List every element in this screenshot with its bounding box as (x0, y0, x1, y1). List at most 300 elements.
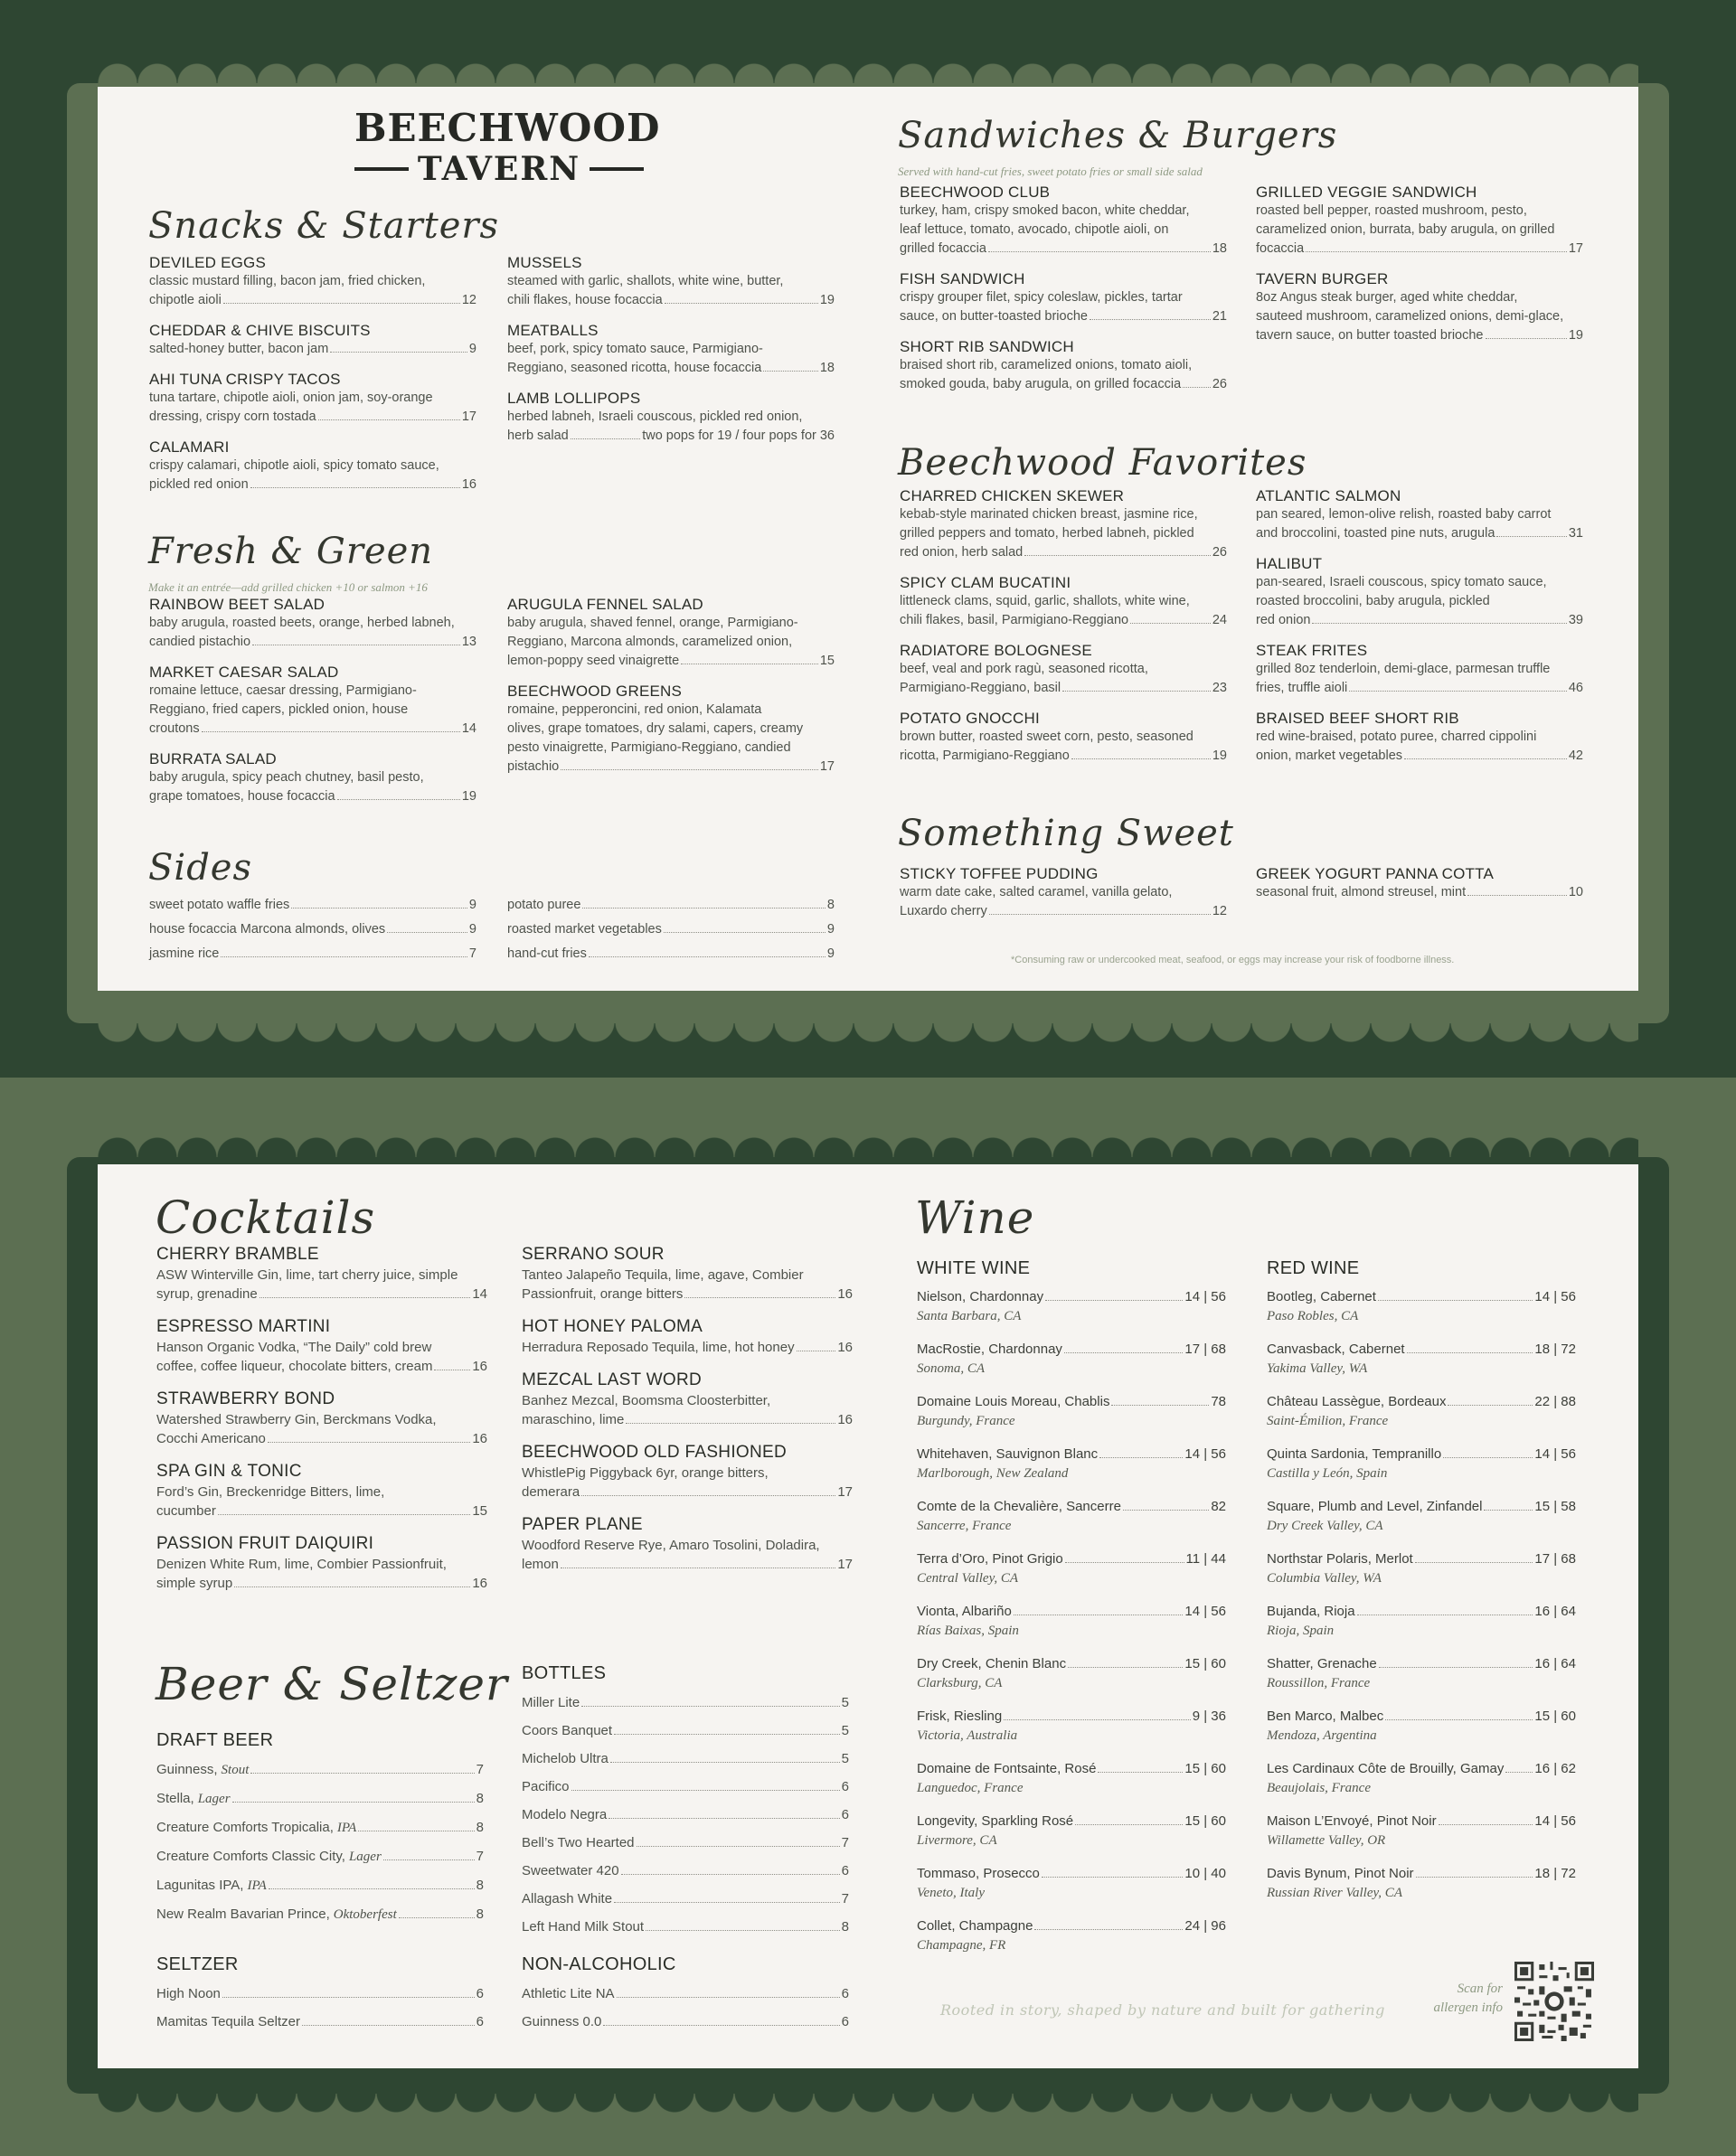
side-item (507, 893, 835, 918)
beer-name: Miller Lite (522, 1695, 580, 1710)
item-price: 9 (468, 342, 476, 356)
item-description: steamed with garlic, shallots, white wine, butter, (507, 274, 784, 288)
foodborne-disclaimer: *Consuming raw or undercooked meat, seafood, or eggs may increase your risk of foodborne illness. (1011, 955, 1455, 965)
cocktail-price-line (156, 1429, 487, 1448)
cocktail-price-line (522, 1410, 853, 1429)
wine-price: 14 | 56 (1534, 1289, 1576, 1304)
draft-beer (156, 1728, 484, 1929)
wine-price: 22 | 88 (1534, 1394, 1576, 1409)
cocktail-description-end: coffee, coffee liqueur, chocolate bitters, cream (156, 1359, 433, 1374)
item-description: braised short rib, caramelized onions, tomato aioli, (900, 358, 1193, 372)
dot-leader (318, 419, 460, 420)
dot-leader (582, 908, 825, 909)
item-description: beef, veal and pork ragù, seasoned ricotta, (900, 662, 1148, 676)
wine-item (917, 1287, 1226, 1327)
item-price: 13 (461, 635, 476, 649)
item-description: herbed labneh, Israeli couscous, pickled red onion, (507, 410, 803, 424)
dot-leader (1443, 1457, 1533, 1458)
item-description: crispy grouper filet, spicy coleslaw, pickles, tartar (900, 290, 1183, 305)
item-description-end: focaccia (1256, 241, 1305, 256)
menu-item (1256, 641, 1583, 698)
dot-leader (561, 769, 818, 770)
dot-leader (637, 1846, 840, 1847)
menu-item (1256, 554, 1583, 630)
wine-name: Longevity, Sparkling Rosé (917, 1813, 1074, 1829)
fresh-note: Make it an entrée—add grilled chicken +10 or salmon +16 (148, 580, 428, 594)
wine-name: Bootleg, Cabernet (1267, 1289, 1376, 1304)
menu-item (900, 269, 1227, 326)
item-name: MARKET CAESAR SALAD (149, 664, 339, 681)
item-name: RADIATORE BOLOGNESE (900, 642, 1092, 659)
item-description-end: smoked gouda, baby arugula, on grilled focaccia (900, 377, 1182, 391)
dot-leader (1099, 1457, 1183, 1458)
sides-right (507, 893, 835, 966)
side-name: house focaccia Marcona almonds, olives (149, 922, 386, 937)
sandwiches-title: Sandwiches & Burgers (898, 115, 1338, 156)
menu-item (900, 486, 1227, 562)
item-price: 19 (1212, 748, 1227, 763)
dot-leader (302, 2025, 475, 2026)
wine-item (1267, 1340, 1576, 1379)
side-price: 9 (468, 898, 476, 912)
item-price: 12 (461, 293, 476, 307)
cocktail-item (156, 1389, 487, 1448)
dot-leader (269, 1888, 475, 1889)
wine-title: Wine (915, 1191, 1035, 1244)
wine-price-line (1267, 1707, 1576, 1726)
snacks-left (149, 253, 476, 494)
dot-leader (571, 1790, 840, 1791)
cocktail-name: ESPRESSO MARTINI (156, 1317, 331, 1336)
beer-name: Mamitas Tequila Seltzer (156, 2014, 300, 2029)
dot-leader (646, 1930, 840, 1931)
item-name: MUSSELS (507, 254, 582, 271)
item-description-end: pistachio (507, 759, 560, 774)
beer-item (522, 1885, 849, 1913)
cocktail-price-line (522, 1555, 853, 1574)
menu-item (507, 595, 835, 671)
sweet-right (1256, 864, 1583, 902)
item-description-end: dressing, crispy corn tostada (149, 410, 316, 424)
cocktail-price: 15 (472, 1503, 487, 1519)
item-description-end: chili flakes, basil, Parmigiano-Reggiano (900, 613, 1129, 627)
wine-region: Livermore, CA (917, 1833, 997, 1848)
cocktail-description: Hanson Organic Vodka, “The Daily” cold brew (156, 1340, 432, 1355)
wine-price-line (1267, 1340, 1576, 1359)
dot-leader (399, 1917, 475, 1918)
sandwiches-left (900, 183, 1227, 394)
item-description-end: red onion, herb salad (900, 545, 1024, 560)
item-name: SPICY CLAM BUCATINI (900, 574, 1071, 591)
dot-leader (1045, 1300, 1183, 1301)
cocktail-item (522, 1316, 853, 1357)
beer-name: High Noon (156, 1986, 221, 2001)
wine-name: Les Cardinaux Côte de Brouilly, Gamay (1267, 1761, 1505, 1776)
wine-name: Ben Marco, Malbec (1267, 1709, 1384, 1724)
cocktail-description-end: Passionfruit, orange bitters (522, 1286, 684, 1302)
item-description-end: grape tomatoes, house focaccia (149, 789, 335, 804)
wine-region: Rioja, Spain (1267, 1624, 1335, 1638)
item-price: 16 (461, 477, 476, 492)
item-price-line (149, 291, 476, 310)
fresh-title-wrap (148, 530, 433, 595)
beer-price: 7 (476, 1762, 484, 1777)
beer-style: IPA (336, 1821, 357, 1835)
wine-price-line (917, 1759, 1226, 1778)
wine-price: 18 | 72 (1534, 1342, 1576, 1357)
item-name: RAINBOW BEET SALAD (149, 596, 326, 613)
item-price: 42 (1568, 748, 1583, 763)
cocktail-price-line (156, 1357, 487, 1376)
bottles-title: BOTTLES (522, 1663, 607, 1683)
cocktail-name: BEECHWOOD OLD FASHIONED (522, 1443, 787, 1462)
beer-title-wrap (156, 1658, 508, 1710)
item-description-end: salted-honey butter, bacon jam (149, 342, 329, 356)
wine-price-line (917, 1916, 1226, 1935)
beer-name: Pacifico (522, 1779, 570, 1794)
dot-leader (1415, 1562, 1533, 1563)
sweet-left (900, 864, 1227, 921)
item-description: grilled 8oz tenderloin, demi-glace, parmesan truffle (1256, 662, 1551, 676)
menu-item (149, 253, 476, 310)
wine-price: 17 | 68 (1534, 1551, 1576, 1567)
cocktail-description: Denizen White Rum, lime, Combier Passionfruit, (156, 1557, 447, 1572)
wine-region: Sonoma, CA (917, 1361, 985, 1376)
draft-beer-list (156, 1756, 484, 1929)
dot-leader (221, 956, 467, 957)
item-price-line (1256, 611, 1583, 630)
cocktail-price-line (522, 1483, 853, 1502)
wine-region: Veneto, Italy (917, 1886, 985, 1900)
menu-item (1256, 864, 1583, 902)
beer-item (522, 1829, 849, 1857)
side-price: 8 (826, 898, 835, 912)
wine-price: 14 | 56 (1184, 1604, 1226, 1619)
beer-item (156, 1900, 484, 1929)
beer-item (156, 1756, 484, 1784)
dot-leader (1111, 1405, 1209, 1406)
wine-title-wrap (915, 1191, 1034, 1244)
item-name: CALAMARI (149, 438, 230, 456)
wine-price: 15 | 60 (1184, 1761, 1226, 1776)
menu-item (507, 389, 835, 446)
dot-leader (1306, 251, 1567, 252)
dot-leader (1404, 758, 1567, 759)
wine-region: Languedoc, France (917, 1781, 1024, 1795)
dot-leader (617, 1997, 840, 1998)
item-description: baby arugula, shaved fennel, orange, Parmigiano- Reggiano, Marcona almonds, caramelized onion, (507, 616, 798, 649)
cocktail-description: Banhez Mezcal, Boomsma Cloosterbitter, (522, 1393, 771, 1408)
side-name: roasted market vegetables (507, 922, 662, 937)
side-price: 9 (468, 922, 476, 937)
dot-leader (1416, 1877, 1533, 1878)
dot-leader (1439, 1824, 1533, 1825)
wine-name: Quinta Sardonia, Tempranillo (1267, 1446, 1442, 1462)
wine-region: Dry Creek Valley, CA (1267, 1519, 1383, 1533)
dot-leader (1065, 1562, 1184, 1563)
dot-leader (1090, 319, 1211, 320)
item-description-end: Parmigiano-Reggiano, basil (900, 681, 1061, 695)
wine-item (917, 1759, 1226, 1799)
wine-name: Bujanda, Rioja (1267, 1604, 1355, 1619)
menu-item (149, 370, 476, 427)
dot-leader (1378, 1300, 1533, 1301)
sweet-title: Something Sweet (898, 813, 1234, 854)
wine-price: 78 (1211, 1394, 1226, 1409)
snacks-title-wrap (148, 204, 499, 248)
item-description: classic mustard filling, bacon jam, fried chicken, (149, 274, 426, 288)
wine-item (1267, 1759, 1576, 1799)
wine-region: Russian River Valley, CA (1267, 1886, 1402, 1900)
cocktail-description-end: Cocchi Americano (156, 1431, 266, 1446)
beer-name: Sweetwater 420 (522, 1863, 619, 1878)
beer-style: Stout (221, 1763, 250, 1777)
wine-item (917, 1812, 1226, 1851)
sides-left (149, 893, 476, 966)
cocktail-price: 16 (472, 1576, 487, 1591)
item-price-line (507, 427, 835, 446)
cocktail-name: HOT HONEY PALOMA (522, 1317, 703, 1336)
side-price: 9 (826, 946, 835, 961)
sweet-title-wrap (898, 812, 1234, 855)
logo-rule-left (354, 167, 409, 171)
beer-name: Coors Banquet (522, 1723, 613, 1738)
wine-name: Whitehaven, Sauvignon Blanc (917, 1446, 1099, 1462)
beer-price: 6 (476, 2014, 484, 2029)
dot-leader (1496, 536, 1566, 537)
wine-item (1267, 1864, 1576, 1904)
item-price-line (1256, 883, 1583, 902)
beer-style: IPA (247, 1878, 267, 1893)
item-price: 26 (1212, 377, 1227, 391)
item-price-line (900, 902, 1227, 921)
item-name: HALIBUT (1256, 555, 1323, 572)
item-description-end: Luxardo cherry (900, 904, 987, 918)
cocktail-price-line (156, 1285, 487, 1304)
wine-region: Saint-Émilion, France (1267, 1414, 1389, 1428)
cocktails-right (522, 1244, 853, 1574)
wine-price-line (917, 1812, 1226, 1831)
dot-leader (581, 1706, 839, 1707)
beer-name: Creature Comforts Classic City, (156, 1849, 345, 1864)
cocktail-description: ASW Winterville Gin, lime, tart cherry juice, simple (156, 1267, 458, 1283)
wine-name: Domaine Louis Moreau, Chablis (917, 1394, 1110, 1409)
scan-line1: Scan for (1457, 1982, 1503, 1996)
wine-region: Victoria, Australia (917, 1728, 1018, 1743)
dot-leader (232, 1802, 475, 1803)
menu-item (149, 321, 476, 359)
item-description-end: croutons (149, 721, 200, 736)
item-name: POTATO GNOCCHI (900, 710, 1040, 727)
top-scallop-edge (98, 58, 1638, 83)
side-price: 7 (468, 946, 476, 961)
item-name: LAMB LOLLIPOPS (507, 390, 641, 407)
wine-name: Nielson, Chardonnay (917, 1289, 1044, 1304)
top-scallop-edge-lower (98, 1022, 1638, 1048)
wine-name: Vionta, Albariño (917, 1604, 1012, 1619)
item-description: littleneck clams, squid, garlic, shallots, white wine, (900, 594, 1190, 608)
item-description-end: chipotle aioli (149, 293, 222, 307)
wine-item (917, 1864, 1226, 1904)
beer-price: 6 (841, 1863, 849, 1878)
cocktail-item (522, 1370, 853, 1429)
item-description-end: seasonal fruit, almond streusel, mint (1256, 885, 1467, 899)
red-wine-list (1267, 1287, 1576, 1904)
wine-price-line (917, 1392, 1226, 1411)
menu-item (1256, 269, 1583, 345)
wine-region: Burgundy, France (917, 1414, 1015, 1428)
wine-name: MacRostie, Chardonnay (917, 1342, 1062, 1357)
wine-price-line (1267, 1549, 1576, 1568)
item-description: beef, pork, spicy tomato sauce, Parmigiano- (507, 342, 763, 356)
cocktail-name: PAPER PLANE (522, 1515, 643, 1534)
bottom-scallop-edge (98, 1132, 1638, 1157)
item-description-end: candied pistachio (149, 635, 251, 649)
dot-leader (626, 1423, 835, 1424)
cocktail-price: 16 (837, 1412, 853, 1427)
beer-style: Oktoberfest (333, 1907, 397, 1922)
menu-item (900, 573, 1227, 630)
cocktail-description: Ford’s Gin, Breckenridge Bitters, lime, (156, 1484, 385, 1500)
cocktail-item (522, 1244, 853, 1304)
item-price: 12 (1212, 904, 1227, 918)
dot-leader (1448, 1405, 1533, 1406)
non-alcoholic (522, 1953, 849, 2036)
logo-line2: TAVERN (417, 150, 581, 188)
dot-leader (571, 438, 640, 439)
dot-leader (621, 1874, 840, 1875)
cocktail-item (156, 1533, 487, 1593)
wine-region: Mendoza, Argentina (1267, 1728, 1377, 1743)
side-name: jasmine rice (149, 946, 220, 961)
dot-leader (1042, 1877, 1184, 1878)
beer-item (522, 2008, 849, 2036)
item-name: BURRATA SALAD (149, 750, 277, 767)
dot-leader (387, 932, 467, 933)
beer-price: 5 (841, 1751, 849, 1766)
dot-leader (1024, 555, 1211, 556)
beer-price: 8 (476, 1878, 484, 1893)
item-name: ATLANTIC SALMON (1256, 487, 1401, 504)
sandwiches-title-wrap (898, 114, 1337, 179)
dot-leader (1075, 1824, 1183, 1825)
qr-code-icon[interactable] (1514, 1962, 1594, 2041)
beechwood-tavern-logo (354, 106, 661, 188)
wine-price-line (1267, 1812, 1576, 1831)
item-name: BRAISED BEEF SHORT RIB (1256, 710, 1459, 727)
wine-price: 14 | 56 (1184, 1446, 1226, 1462)
dot-leader (614, 1902, 840, 1903)
cocktail-price: 16 (837, 1286, 853, 1302)
menu-item (507, 321, 835, 378)
beer-price: 5 (841, 1723, 849, 1738)
beer-item (522, 1913, 849, 1941)
cocktail-price-line (522, 1285, 853, 1304)
side-name: hand-cut fries (507, 946, 587, 961)
item-description: romaine lettuce, caesar dressing, Parmigiano- Reggiano, fried capers, pickled onion, house (149, 683, 417, 717)
wine-item (1267, 1549, 1576, 1589)
wine-item (917, 1707, 1226, 1746)
sandwiches-note: Served with hand-cut fries, sweet potato fries or small side salad (898, 165, 1203, 178)
item-description-end: chili flakes, house focaccia (507, 293, 663, 307)
cocktail-description-end: lemon (522, 1557, 559, 1572)
cocktails-left (156, 1244, 487, 1593)
beer-price: 7 (841, 1891, 849, 1907)
scan-line2: allergen info (1433, 2001, 1503, 2015)
dot-leader (603, 2025, 839, 2026)
dot-leader (250, 1773, 474, 1774)
fresh-left (149, 595, 476, 806)
dot-leader (614, 1734, 840, 1735)
wine-price: 82 (1211, 1499, 1226, 1514)
cocktail-price: 17 (837, 1484, 853, 1500)
dot-leader (1349, 691, 1567, 692)
wine-price-line (917, 1654, 1226, 1673)
menu-item (900, 709, 1227, 766)
dot-leader (250, 487, 460, 488)
seltzer-list (156, 1980, 484, 2036)
item-description-end: onion, market vegetables (1256, 748, 1403, 763)
wine-item (1267, 1445, 1576, 1484)
dot-leader (268, 1442, 470, 1443)
item-name: GRILLED VEGGIE SANDWICH (1256, 184, 1477, 201)
fresh-title: Fresh & Green (148, 531, 434, 572)
item-price-line (900, 375, 1227, 394)
item-description-end: red onion (1256, 613, 1311, 627)
dot-leader (664, 932, 826, 933)
cocktail-price: 16 (837, 1340, 853, 1355)
item-price-line (149, 340, 476, 359)
side-name: sweet potato waffle fries (149, 898, 290, 912)
beer-price: 7 (476, 1849, 484, 1864)
item-description: pan seared, lemon-olive relish, roasted baby carrot (1256, 507, 1552, 522)
bottles-list (522, 1689, 849, 1941)
item-description: baby arugula, roasted beets, orange, herbed labneh, (149, 616, 455, 630)
beer-name: New Realm Bavarian Prince, (156, 1907, 330, 1922)
wine-item (1267, 1602, 1576, 1642)
logo-line1: BEECHWOOD (354, 106, 661, 150)
item-description-end: herb salad (507, 428, 569, 443)
item-price-line (1256, 747, 1583, 766)
fresh-right (507, 595, 835, 777)
item-price-line (900, 543, 1227, 562)
item-description: crispy calamari, chipotle aioli, spicy tomato sauce, (149, 458, 439, 473)
snacks-right (507, 253, 835, 446)
wine-region: Yakima Valley, WA (1267, 1361, 1368, 1376)
item-name: ARUGULA FENNEL SALAD (507, 596, 703, 613)
side-item (149, 918, 476, 942)
dot-leader (1062, 691, 1211, 692)
dot-leader (222, 1997, 475, 1998)
dot-leader (1312, 623, 1566, 624)
item-description-end: lemon-poppy seed vinaigrette (507, 654, 680, 668)
beer-price: 8 (841, 1919, 849, 1935)
wine-item (1267, 1654, 1576, 1694)
item-price-line (1256, 240, 1583, 259)
item-price-line (900, 747, 1227, 766)
dot-leader (609, 1818, 839, 1819)
favorites-left (900, 486, 1227, 766)
item-description: brown butter, roasted sweet corn, pesto, seasoned (900, 730, 1194, 744)
beer-price: 8 (476, 1820, 484, 1835)
item-price: 21 (1212, 309, 1227, 324)
sandwiches-right (1256, 183, 1583, 345)
item-description-end: pickled red onion (149, 477, 249, 492)
item-name: MEATBALLS (507, 322, 599, 339)
cocktail-description-end: demerara (522, 1484, 580, 1500)
red-wine (1267, 1257, 1576, 1904)
item-price-line (507, 652, 835, 671)
